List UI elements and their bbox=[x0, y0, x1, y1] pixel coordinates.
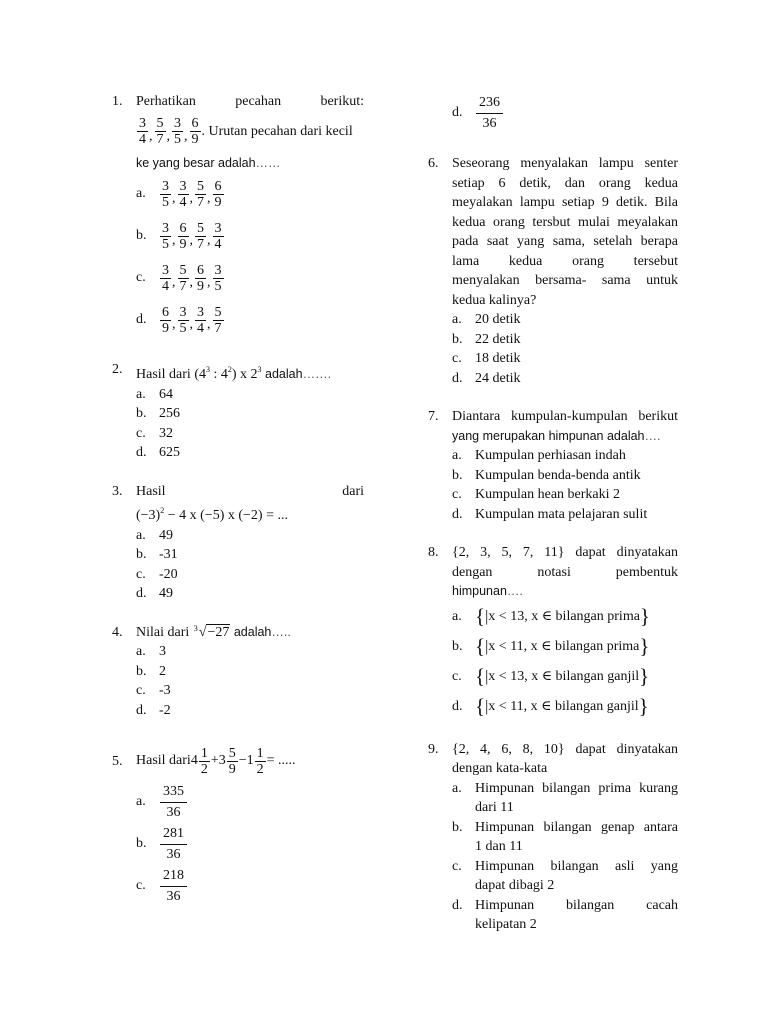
option-b[interactable]: b. Kumpulan benda-benda antik bbox=[452, 467, 641, 483]
option-c[interactable]: c. -3 bbox=[136, 683, 171, 698]
question-3-expression: $(-3)^2 - 4$ x (−5) x (−2) = ... bbox=[136, 506, 288, 523]
option-b[interactable]: b. Himpunan bilangan genap antara 1 dan 11 bbox=[452, 819, 678, 854]
option-a[interactable]: a. 64 bbox=[136, 386, 173, 402]
question-2: 2. Hasil dari ($4^3$ : $4^2$) x $2^3$ adalah……. a. 64 b. 256 c. 32 d. 625 bbox=[112, 360, 364, 463]
option-d[interactable]: d. $\frac{236}{36}$ bbox=[452, 92, 678, 134]
question-5: 5. Hasil dari 4 $\frac{1}{2}$ + 3 $\frac{5}{9}$ − 1 $\frac{1}{2}$ = ..... a. $\frac{335}{36}$ b. $\frac{281}{36}$ c. $\frac{218}{36}$ bbox=[112, 741, 364, 907]
option-d[interactable]: d. $\frac{6}{9}$ , $\frac{3}{5}$ , $\frac{3}{4}$ , $\frac{5}{7}$ bbox=[136, 304, 222, 336]
option-d[interactable]: d. -2 bbox=[136, 702, 171, 718]
option-b[interactable]: b. { | x < 11, x ∈ bilangan prima } bbox=[452, 633, 650, 658]
option-c[interactable]: c. 32 bbox=[136, 425, 173, 441]
left-column bbox=[112, 92, 364, 907]
question-1-fractions: $\frac{3}{4}$ , $\frac{5}{7}$ , $\frac{3}{5}$ , $\frac{6}{9}$ . Urutan pecahan dari kecil bbox=[139, 116, 353, 147]
question-1-text: . Urutan pecahan dari kecil bbox=[201, 123, 353, 139]
fraction: $\frac{6}{9}$ bbox=[191, 116, 199, 147]
option-d[interactable]: d. 625 bbox=[136, 445, 180, 460]
option-c[interactable]: c. { | x < 13, x ∈ bilangan ganjil } bbox=[452, 663, 650, 688]
question-9: 9. {2, 4, 6, 8, 10} dapat dinyatakan dengan kata-kata a. Himpunan bilangan prima kurang dari 11 b. Himpunan bilangan genap antara 1 dan 11 c. Himpunan bilangan asli yang dapat dibagi 2 d. Himpunan bilangan cacah kelipatan 2 bbox=[428, 740, 678, 935]
question-3-text: Hasil dari bbox=[136, 483, 364, 499]
option-a[interactable]: a. $\frac{335}{36}$ bbox=[136, 781, 364, 823]
option-b[interactable]: b. 2 bbox=[136, 663, 166, 679]
option-a[interactable]: a. Himpunan bilangan prima kurang dari 11 bbox=[452, 780, 678, 815]
option-b[interactable]: b. 22 detik bbox=[452, 331, 521, 347]
option-d[interactable]: d. { | x < 11, x ∈ bilangan ganjil } bbox=[452, 693, 649, 718]
option-d[interactable]: d. 24 detik bbox=[452, 370, 521, 386]
question-number: 1. bbox=[112, 94, 123, 109]
question-8: 8. {2, 3, 5, 7, 11} dapat dinyatakan dengan notasi pembentuk himpunan…. a. { | x < 13, x ∈ bilangan prima } b. { | x < 11, x ∈ bilangan prima } c. { | x < 13, x ∈ bilangan ganjil } d. { | x < 11, x ∈ bilangan ganjil } bbox=[428, 543, 678, 722]
option-a[interactable]: a. { | x < 13, x ∈ bilangan prima } bbox=[452, 603, 651, 628]
option-c[interactable]: c. $\frac{3}{4}$ , $\frac{5}{7}$ , $\frac{6}{9}$ , $\frac{3}{5}$ bbox=[136, 262, 222, 294]
option-a[interactable]: a. Kumpulan perhiasan indah bbox=[452, 448, 626, 463]
question-1-options bbox=[136, 173, 364, 341]
option-a[interactable]: a. 3 bbox=[136, 644, 166, 659]
fraction: $\frac{3}{5}$ bbox=[174, 116, 181, 147]
cube-root: 3 √−27 bbox=[193, 623, 230, 640]
question-1-tail: ke yang besar adalah…… bbox=[136, 155, 281, 170]
question-1-intro: Perhatikan pecahan berikut: bbox=[136, 94, 364, 109]
option-c[interactable]: c. Himpunan bilangan asli yang dapat dibagi 2 bbox=[452, 858, 678, 893]
question-4-text: Nilai dari 3 √−27 adalah….. bbox=[136, 623, 364, 643]
option-a[interactable]: a. $\frac{3}{5}$ , $\frac{3}{4}$ , $\frac{5}{7}$ , $\frac{6}{9}$ bbox=[136, 178, 222, 210]
option-a[interactable]: a. 20 detik bbox=[452, 312, 521, 327]
option-c[interactable]: c. -20 bbox=[136, 566, 178, 582]
question-5-expression: Hasil dari 4 $\frac{1}{2}$ + 3 $\frac{5}{9}$ − 1 $\frac{1}{2}$ = ..... bbox=[136, 745, 296, 777]
option-c[interactable]: c. 18 detik bbox=[452, 351, 521, 366]
question-5-continued bbox=[428, 92, 678, 134]
option-d[interactable]: d. Himpunan bilangan cacah kelipatan 2 bbox=[452, 897, 678, 932]
option-a[interactable]: a. 49 bbox=[136, 527, 173, 543]
option-b[interactable]: b. 256 bbox=[136, 406, 180, 421]
question-4: 4. Nilai dari 3 √−27 adalah….. a. 3 b. 2 c. -3 d. -2 bbox=[112, 623, 364, 721]
fraction: $\frac{5}{7}$ bbox=[156, 116, 164, 147]
option-c[interactable]: c. Kumpulan hean berkaki 2 bbox=[452, 487, 621, 502]
question-1 bbox=[112, 92, 364, 341]
option-d[interactable]: d. Kumpulan mata pelajaran sulit bbox=[452, 506, 648, 522]
option-b[interactable]: b. -31 bbox=[136, 547, 178, 562]
question-7: 7. Diantara kumpulan-kumpulan berikut yang merupakan himpunan adalah…. a. Kumpulan perhiasan indah b. Kumpulan benda-benda antik c. Kumpulan hean berkaki 2 d. Kumpulan mata pelajaran sulit bbox=[428, 407, 678, 524]
option-d[interactable]: d. 49 bbox=[136, 586, 173, 601]
option-c[interactable]: c. $\frac{218}{36}$ bbox=[136, 865, 364, 907]
option-b[interactable]: b. $\frac{281}{36}$ bbox=[136, 823, 364, 865]
question-3: 3. Hasil dari $(-3)^2 - 4$ x (−5) x (−2) = ... a. 49 b. -31 c. -20 d. 49 bbox=[112, 482, 364, 604]
option-b[interactable]: b. $\frac{3}{5}$ , $\frac{6}{9}$ , $\frac{5}{7}$ , $\frac{3}{4}$ bbox=[136, 220, 222, 252]
question-2-text: Hasil dari ($4^3$ : $4^2$) x $2^3$ adalah……. bbox=[136, 365, 332, 382]
fraction: $\frac{3}{4}$ bbox=[139, 116, 146, 147]
question-6: 6. Seseorang menyalakan lampu senter setiap 6 detik, dan orang kedua meyalakan lampu setiap 9 detik. Bila kedua orang tersbut mulai meyalakan pada saat yang sama, setelah berapa lama kedua orang tersebut menyalakan bersama- sama untuk kedua kalinya? a. 20 detik b. 22 detik c. 18 detik d. 24 detik bbox=[428, 154, 678, 388]
right-column bbox=[428, 92, 678, 935]
